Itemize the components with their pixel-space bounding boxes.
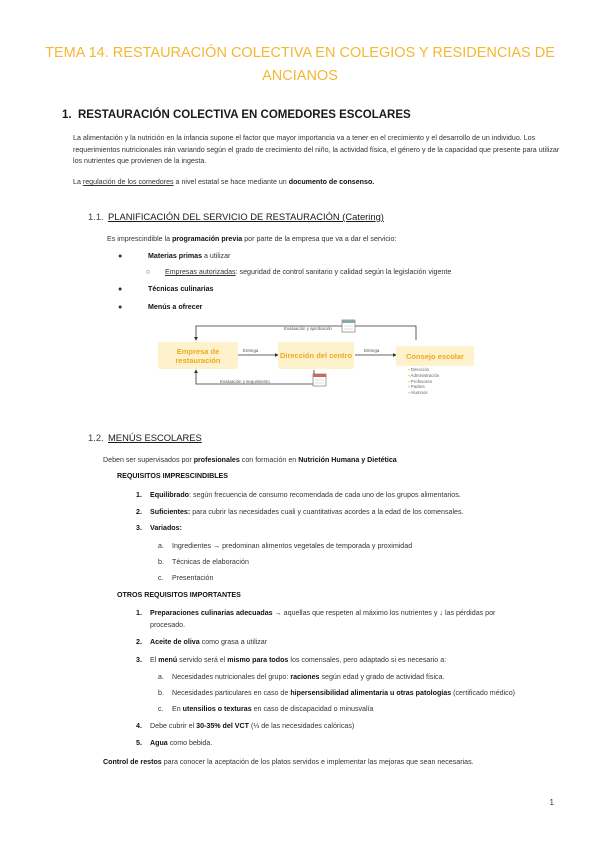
subsection-1-1-heading [88,211,384,222]
text: según edad y grado de actividad física. [319,673,445,681]
other-requirements-heading: OTROS REQUISITOS IMPORTANTES [117,591,241,599]
item-letter: c. [158,705,164,713]
text: Ingredientes → predominan alimentos vegetales de temporada y proximidad [172,542,413,550]
section-1-heading [62,109,411,121]
page-number: 1 [549,798,554,807]
text: Deben ser supervisados por [103,456,194,464]
consensus-document: documento de consenso. [288,178,375,186]
variety-item-c [158,573,213,583]
subsection-number: 1.2. [88,432,104,443]
bullet-icon: ● [118,285,123,293]
item-label: Suficientes: [150,508,191,516]
planning-intro [107,234,396,244]
item-letter: b. [158,558,164,566]
item-label: Variados: [150,524,182,532]
subsection-1-2-heading [88,432,202,443]
item-number: 2. [136,638,142,646]
emphasis: raciones [290,673,320,681]
bullet-materias [118,251,230,261]
text: (certificado médico) [451,689,516,697]
subsection-title: PLANIFICACIÓN DEL SERVICIO DE RESTAURACIÓN (Catering) [108,211,384,222]
item-number: 2. [136,508,142,516]
list-item: ▪ Administración [408,372,440,378]
bullet-label: Técnicas culinarias [148,285,214,293]
bullet-icon: ● [118,252,123,260]
text: : según frecuencia de consumo recomendada de cada uno de los grupos alimentarios. [189,491,461,499]
item-number: 3. [136,656,142,664]
list-item: ▪ Dirección [408,367,430,372]
text: Necesidades particulares en caso de [172,689,291,697]
section-1-paragraph: La alimentación y la nutrición en la infancia supone el factor que mayor importancia va a tener en el crecimiento y el desarrollo de un individuo. Los requerimientos nutricionales irán variando según el grado de crecimiento del niño, la actividad física, el género y de la capacidad que presente para utilizar los nutrientes que provienen de la ingesta. [73,134,560,166]
bullet-label: Materias primas [148,252,203,260]
required-item-1 [136,490,461,500]
arrow-label-entrega: Entrega [243,348,259,353]
text: Necesidades nutricionales del grupo: [172,673,291,681]
other-item-4 [136,721,354,731]
list-item-text: Dirección [410,367,430,372]
emphasis: profesionales [193,456,240,464]
adapt-item-c [158,704,374,714]
text: por parte de la empresa que va a dar el servicio: [242,235,397,243]
text: En [172,705,183,713]
emphasis: utensilios o texturas [182,705,252,713]
other-item-2 [136,637,267,647]
consejo-members-list [408,367,439,396]
text: Técnicas de elaboración [172,558,249,566]
item-label: Equilibrado [150,491,190,499]
other-item-1 [136,608,495,618]
emphasis: 30-35% del VCT [196,722,249,730]
waste-control-line [103,757,474,767]
item-number: 4. [136,722,142,730]
text: El [150,656,159,664]
other-item-1-continued: procesado. [150,621,186,629]
item-letter: c. [158,574,164,582]
item-number: 1. [136,609,142,617]
bullet-menus [118,302,202,312]
emphasis: Control de restos [103,758,162,766]
other-item-5 [136,738,212,748]
text: a utilizar [202,252,231,260]
bullet-label: Menús a ofrecer [148,303,203,311]
menus-intro [103,455,397,465]
box-consejo-escolar: Consejo escolar [396,346,474,366]
text: en caso de discapacidad o minusvalía [251,705,374,713]
text: Presentación [172,574,214,582]
sub-bullet-label: Empresas autorizadas [165,268,236,276]
text: Es imprescindible la [107,235,173,243]
item-letter: a. [158,673,164,681]
text: para conocer la aceptación de los platos servidos e implementar las mejoras que sean necesarias. [161,758,474,766]
regulation-term: regulación de los comedores [82,178,174,186]
text: como grasa a utilizar [199,638,268,646]
text: como bebida. [167,739,213,747]
list-item-text: Alumnos [410,390,428,396]
bottom-arrow-label: Evaluación y seguimiento [220,379,270,384]
text: a nivel estatal se hace mediante un [173,178,289,186]
section-title: RESTAURACIÓN COLECTIVA EN COMEDORES ESCOLARES [78,109,411,121]
emphasis: mismo para todos [227,656,289,664]
variety-item-a [158,541,412,551]
box-direccion-centro: Dirección del centro [278,342,354,369]
item-number: 3. [136,524,142,532]
list-item-text: Administración [410,372,440,378]
item-letter: b. [158,689,164,697]
top-arrow-label: Evaluación y aprobación [284,326,332,331]
list-item-text: Profesores [410,378,433,384]
arrow-label-entrega: Entrega [364,348,380,353]
item-letter: a. [158,542,164,550]
circle-bullet-icon: ○ [146,268,151,276]
item-label: Aceite de oliva [150,638,200,646]
required-item-2 [136,507,463,517]
box-empresa-restauracion: Empresa de restauración [158,342,238,369]
variety-item-b [158,557,249,567]
text: → aquellas que respeten al máximo los nutrientes y ↓ las pérdidas por [272,609,496,617]
calendar-icon [342,320,355,332]
text: con formación en [239,456,299,464]
sub-bullet-empresas [146,267,451,277]
list-item: ▪ Padres [408,384,425,390]
item-label: Agua [150,739,168,747]
subsection-number: 1.1. [88,211,104,222]
text: : seguridad de control sanitario y calidad según la legislación vigente [235,268,452,276]
item-label: Preparaciones culinarias adecuadas [150,609,273,617]
list-item-text: Padres [410,384,425,390]
calendar-icon [313,374,326,386]
text: (⅓ de las necesidades calóricas) [248,722,355,730]
required-item-3 [136,523,182,533]
text: los comensales, pero adaptado si es necesario a: [288,656,447,664]
emphasis: hipersensibilidad alimentaria u otras patologías [290,689,452,697]
bullet-tecnicas [118,284,213,294]
section-number: 1. [62,109,72,121]
text: para cubrir las necesidades cuali y cuantitativas acordes a la edad de los comensales. [190,508,464,516]
bullet-icon: ● [118,303,123,311]
adapt-item-a [158,672,445,682]
adapt-item-b [158,688,515,698]
catering-flow-diagram [150,318,464,408]
list-item: ▪ Profesores [408,378,433,384]
item-number: 5. [136,739,142,747]
section-1-regulation-line [73,177,374,187]
subsection-title: MENÚS ESCOLARES [108,432,202,443]
text: servido será el [177,656,228,664]
emphasis: programación previa [172,235,243,243]
text: La [73,178,83,186]
list-item: ▪ Alumnos [408,390,428,396]
other-item-3 [136,655,446,665]
item-number: 1. [136,491,142,499]
text: Debe cubrir el [150,722,197,730]
emphasis: Nutrición Humana y Dietética [298,456,397,464]
document-title: TEMA 14. RESTAURACIÓN COLECTIVA EN COLEGIOS Y RESIDENCIAS DE ANCIANOS [45,45,555,84]
emphasis: menú [158,656,178,664]
required-heading: REQUISITOS IMPRESCINDIBLES [117,472,229,480]
